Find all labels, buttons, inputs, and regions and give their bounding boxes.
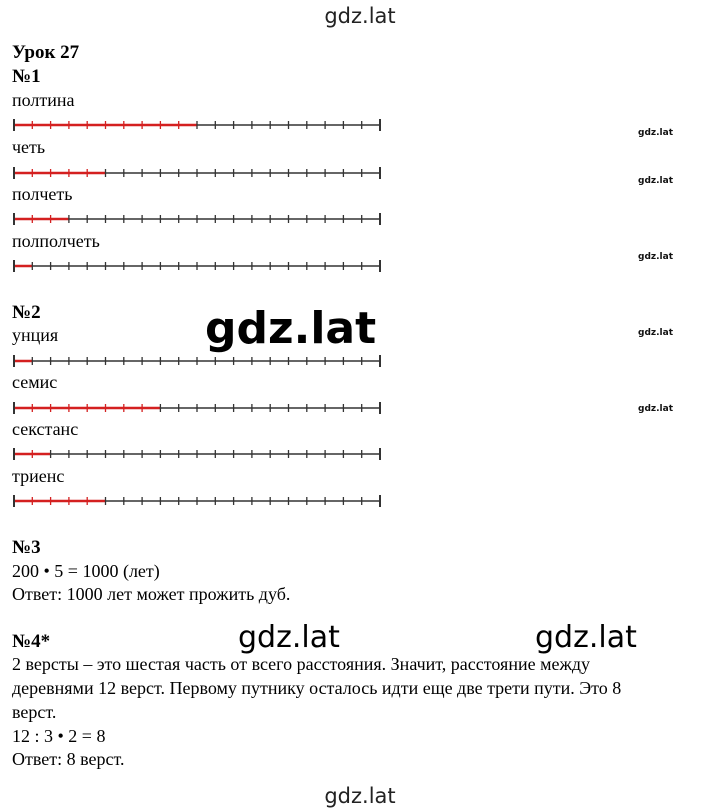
watermark-small-5: gdz.lat <box>638 404 674 414</box>
task4-heading: №4* <box>12 631 51 652</box>
task1-label-chet: четь <box>12 137 46 157</box>
watermark-middle-right: gdz.lat <box>535 620 637 655</box>
ruler-chet <box>12 165 382 181</box>
task4-line-2: деревнями 12 верст. Первому путнику осталось идти еще две трети пути. Это 8 <box>12 678 622 698</box>
task3-line-2: Ответ: 1000 лет может прожить дуб. <box>12 584 291 604</box>
task1-label-polchet: полчеть <box>12 184 73 204</box>
task4-line-1: 2 версты – это шестая часть от всего расстояния. Значит, расстояние между <box>12 654 591 674</box>
watermark-large: gdz.lat <box>205 303 377 354</box>
watermark-small-2: gdz.lat <box>638 176 674 186</box>
watermark-small-1: gdz.lat <box>638 128 674 138</box>
task4-line-3: верст. <box>12 702 57 722</box>
ruler-semis <box>12 400 382 416</box>
ruler-poltina <box>12 117 382 133</box>
task2-label-semis: семис <box>12 372 58 392</box>
lesson-title: Урок 27 <box>12 42 80 63</box>
task4-line-5: Ответ: 8 верст. <box>12 749 125 769</box>
task3-line-1: 200 • 5 = 1000 (лет) <box>12 561 160 581</box>
ruler-uncia <box>12 353 382 369</box>
watermark-bottom: gdz.lat <box>324 784 396 808</box>
ruler-triens <box>12 493 382 509</box>
task3-heading: №3 <box>12 537 41 558</box>
task1-label-poltina: полтина <box>12 90 75 110</box>
task1-label-polpolchet: полполчеть <box>12 231 100 251</box>
ruler-polpolchet <box>12 258 382 274</box>
task2-label-sekstans: секстанс <box>12 419 79 439</box>
watermark-small-3: gdz.lat <box>638 252 674 262</box>
task4-line-4: 12 : 3 • 2 = 8 <box>12 726 106 746</box>
task2-label-triens: триенс <box>12 466 65 486</box>
task1-heading: №1 <box>12 66 41 87</box>
watermark-middle-left: gdz.lat <box>238 620 340 655</box>
task2-heading: №2 <box>12 302 41 323</box>
ruler-sekstans <box>12 446 382 462</box>
watermark-small-4: gdz.lat <box>638 328 674 338</box>
watermark-top: gdz.lat <box>324 4 396 28</box>
ruler-polchet <box>12 211 382 227</box>
task2-label-uncia: унция <box>12 325 59 345</box>
